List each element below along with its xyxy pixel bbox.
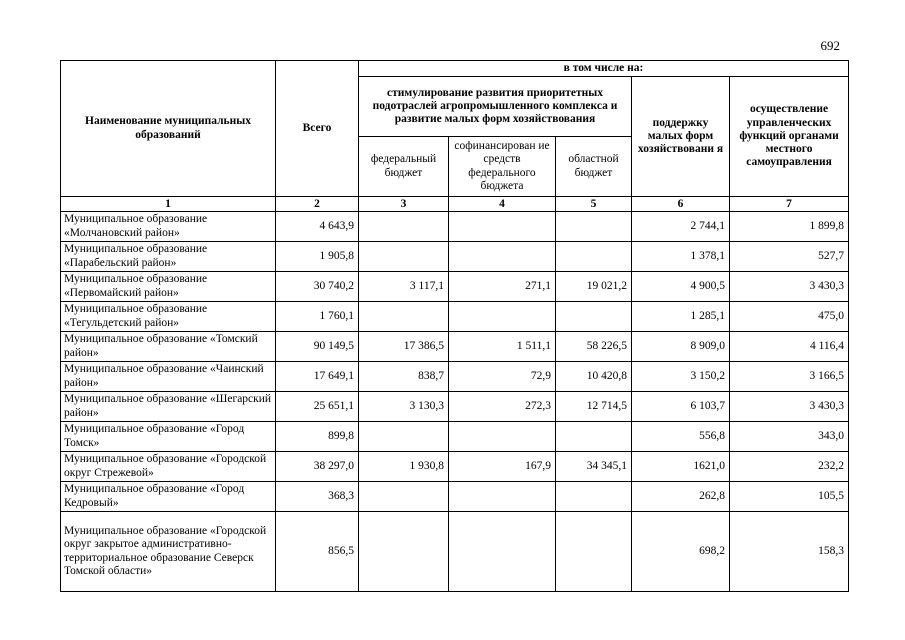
- header-total: Всего: [276, 61, 359, 197]
- row-support: 3 150,2: [632, 362, 730, 392]
- header-federal: федеральный бюджет: [359, 137, 449, 197]
- page-number: 692: [820, 38, 840, 53]
- row-management: 232,2: [730, 452, 849, 482]
- row-cofinancing: 72,9: [449, 362, 556, 392]
- row-support: 262,8: [632, 482, 730, 512]
- row-federal: 17 386,5: [359, 332, 449, 362]
- row-cofinancing: [449, 512, 556, 592]
- row-management: 527,7: [730, 242, 849, 272]
- row-federal: [359, 242, 449, 272]
- row-total: 1 760,1: [276, 302, 359, 332]
- column-number: 7: [730, 197, 849, 212]
- row-regional: [556, 212, 632, 242]
- row-regional: 34 345,1: [556, 452, 632, 482]
- row-total: 1 905,8: [276, 242, 359, 272]
- row-regional: 12 714,5: [556, 392, 632, 422]
- row-federal: 838,7: [359, 362, 449, 392]
- budget-table: [60, 60, 849, 592]
- row-management: 343,0: [730, 422, 849, 452]
- row-total: 25 651,1: [276, 392, 359, 422]
- row-support: 698,2: [632, 512, 730, 592]
- row-cofinancing: 167,9: [449, 452, 556, 482]
- row-regional: [556, 302, 632, 332]
- table-row: [61, 392, 849, 422]
- row-management: 158,3: [730, 512, 849, 592]
- row-support: 6 103,7: [632, 392, 730, 422]
- column-number: 2: [276, 197, 359, 212]
- row-total: 17 649,1: [276, 362, 359, 392]
- table-row: [61, 512, 849, 592]
- row-cofinancing: [449, 212, 556, 242]
- row-federal: 1 930,8: [359, 452, 449, 482]
- row-cofinancing: 271,1: [449, 272, 556, 302]
- table-row: [61, 212, 849, 242]
- row-federal: 3 130,3: [359, 392, 449, 422]
- row-management: 4 116,4: [730, 332, 849, 362]
- row-federal: [359, 302, 449, 332]
- row-management: 3 430,3: [730, 392, 849, 422]
- row-cofinancing: [449, 422, 556, 452]
- table-row: [61, 302, 849, 332]
- column-number: 4: [449, 197, 556, 212]
- column-number-row: [61, 197, 849, 212]
- row-support: 2 744,1: [632, 212, 730, 242]
- row-name: Муниципальное образование «Парабельский район»: [61, 242, 276, 272]
- row-management: 3 430,3: [730, 272, 849, 302]
- column-number: 1: [61, 197, 276, 212]
- row-cofinancing: 1 511,1: [449, 332, 556, 362]
- row-total: 30 740,2: [276, 272, 359, 302]
- header-management: осуществление управленческих функций органами местного самоуправления: [730, 77, 849, 197]
- row-total: 856,5: [276, 512, 359, 592]
- row-name: Муниципальное образование «Чаинский район»: [61, 362, 276, 392]
- table-row: [61, 422, 849, 452]
- row-federal: [359, 512, 449, 592]
- row-federal: [359, 212, 449, 242]
- row-name: Муниципальное образование «Первомайский район»: [61, 272, 276, 302]
- row-total: 368,3: [276, 482, 359, 512]
- row-federal: [359, 482, 449, 512]
- row-cofinancing: 272,3: [449, 392, 556, 422]
- row-name: Муниципальное образование «Городской округ закрытое административно-территориальное образование Северск Томской области»: [61, 512, 276, 592]
- header-name: Наименование муниципальных образований: [61, 61, 276, 197]
- row-regional: 10 420,8: [556, 362, 632, 392]
- row-support: 1 285,1: [632, 302, 730, 332]
- row-support: 1621,0: [632, 452, 730, 482]
- row-name: Муниципальное образование «Шегарский район»: [61, 392, 276, 422]
- table-row: [61, 242, 849, 272]
- row-management: 105,5: [730, 482, 849, 512]
- column-number: 5: [556, 197, 632, 212]
- row-regional: [556, 422, 632, 452]
- row-name: Муниципальное образование «Городской округ Стрежевой»: [61, 452, 276, 482]
- row-support: 4 900,5: [632, 272, 730, 302]
- header-including: в том числе на:: [359, 61, 849, 77]
- row-total: 4 643,9: [276, 212, 359, 242]
- row-cofinancing: [449, 302, 556, 332]
- row-management: 475,0: [730, 302, 849, 332]
- header-regional: областной бюджет: [556, 137, 632, 197]
- column-number: 3: [359, 197, 449, 212]
- row-federal: [359, 422, 449, 452]
- table-row: [61, 362, 849, 392]
- row-regional: [556, 242, 632, 272]
- row-support: 8 909,0: [632, 332, 730, 362]
- table-row: [61, 272, 849, 302]
- row-support: 556,8: [632, 422, 730, 452]
- row-name: Муниципальное образование «Молчановский район»: [61, 212, 276, 242]
- row-cofinancing: [449, 482, 556, 512]
- row-total: 90 149,5: [276, 332, 359, 362]
- row-federal: 3 117,1: [359, 272, 449, 302]
- row-management: 3 166,5: [730, 362, 849, 392]
- row-name: Муниципальное образование «Город Кедровый»: [61, 482, 276, 512]
- header-cofinancing: софинансирован ие средств федерального бюджета: [449, 137, 556, 197]
- row-total: 899,8: [276, 422, 359, 452]
- column-number: 6: [632, 197, 730, 212]
- row-regional: [556, 512, 632, 592]
- header-support: поддержку малых форм хозяйствовани я: [632, 77, 730, 197]
- row-regional: 58 226,5: [556, 332, 632, 362]
- row-name: Муниципальное образование «Город Томск»: [61, 422, 276, 452]
- row-cofinancing: [449, 242, 556, 272]
- row-regional: 19 021,2: [556, 272, 632, 302]
- table-row: [61, 482, 849, 512]
- row-name: Муниципальное образование «Томский район»: [61, 332, 276, 362]
- table-row: [61, 332, 849, 362]
- header-stimulation: стимулирование развития приоритетных подотраслей агропромышленного комплекса и развитие малых форм хозяйствования: [359, 77, 632, 137]
- row-name: Муниципальное образование «Тегульдетский район»: [61, 302, 276, 332]
- table-row: [61, 452, 849, 482]
- row-management: 1 899,8: [730, 212, 849, 242]
- row-total: 38 297,0: [276, 452, 359, 482]
- row-support: 1 378,1: [632, 242, 730, 272]
- row-regional: [556, 482, 632, 512]
